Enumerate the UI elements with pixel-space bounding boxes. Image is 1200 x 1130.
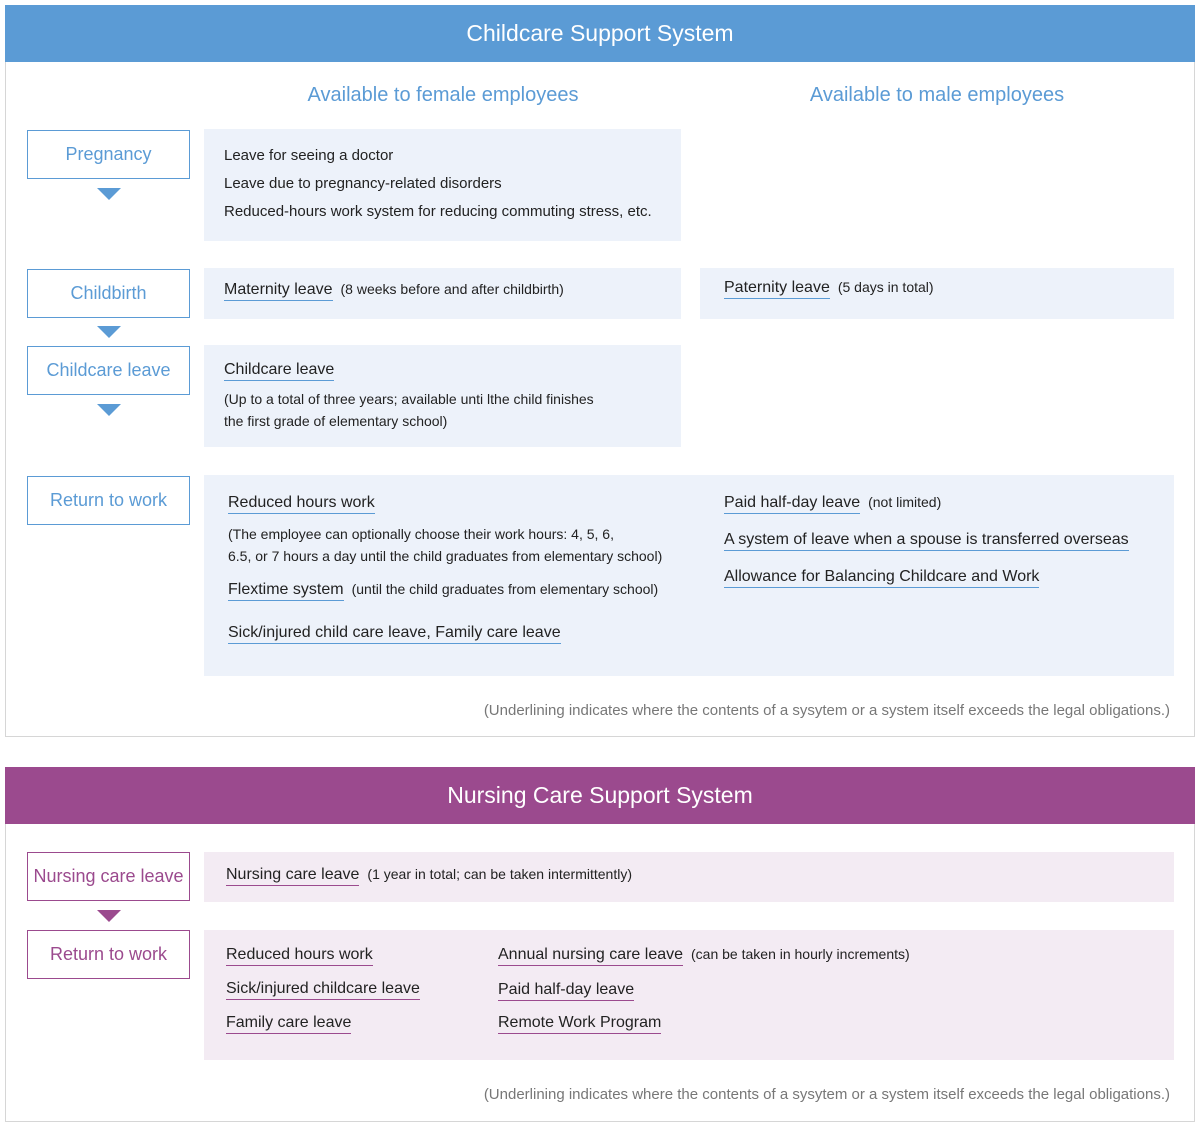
spouse-overseas-label: A system of leave when a spouse is transferred overseas <box>724 531 1129 551</box>
childcare-section-title: Childcare Support System <box>5 5 1195 62</box>
maternity-leave-label: Maternity leave <box>224 281 333 301</box>
nursing-return-item <box>226 1014 351 1032</box>
annual-nursing-leave-label: Annual nursing care leave <box>498 946 683 966</box>
return-to-work-box <box>204 475 1174 676</box>
maternity-box <box>204 268 681 319</box>
pregnancy-item: Leave for seeing a doctor <box>224 147 394 164</box>
nursing-leave-note: (1 year in total; can be taken intermittently) <box>367 866 632 882</box>
nursing-return-item <box>226 946 373 964</box>
reduced-hours-label: Reduced hours work <box>228 494 375 514</box>
sick-childcare-leave-label: Sick/injured childcare leave <box>226 980 420 1000</box>
childcare-leave-label: Childcare leave <box>224 361 334 381</box>
down-arrow-icon <box>97 188 121 200</box>
paid-half-day-label: Paid half-day leave <box>498 981 634 1001</box>
pregnancy-box <box>204 129 681 241</box>
annual-nursing-leave-item <box>498 946 910 964</box>
paid-half-day-note: (not limited) <box>868 494 942 510</box>
paternity-leave-label: Paternity leave <box>724 279 830 299</box>
childcare-leave-note: the first grade of elementary school) <box>224 413 448 429</box>
maternity-leave-note: (8 weeks before and after childbirth) <box>340 281 564 297</box>
sick-care-label: Sick/injured child care leave, Family care leave <box>228 624 561 644</box>
nursing-care-support-section <box>5 767 1195 1122</box>
stage-return-to-work: Return to work <box>27 930 190 979</box>
remote-work-item <box>498 1014 661 1032</box>
childcare-support-section <box>5 5 1195 737</box>
remote-work-label: Remote Work Program <box>498 1014 661 1034</box>
nursing-leave-label: Nursing care leave <box>226 866 359 886</box>
paid-half-day-item <box>498 981 634 999</box>
maternity-leave-item <box>224 281 564 299</box>
annual-nursing-leave-note: (can be taken in hourly increments) <box>691 946 910 962</box>
family-care-leave-label: Family care leave <box>226 1014 351 1034</box>
male-column-heading: Available to male employees <box>809 84 1065 106</box>
flextime-label: Flextime system <box>228 581 344 601</box>
nursing-leave-box <box>204 852 1174 902</box>
paid-half-day-item <box>724 494 941 512</box>
nursing-return-box <box>204 930 1174 1060</box>
allowance-label: Allowance for Balancing Childcare and Work <box>724 568 1039 588</box>
reduced-hours-note: (The employee can optionally choose their work hours: 4, 5, 6, <box>228 526 614 542</box>
down-arrow-icon <box>97 910 121 922</box>
allowance-item <box>724 568 1039 586</box>
reduced-hours-label: Reduced hours work <box>226 946 373 966</box>
down-arrow-icon <box>97 404 121 416</box>
pregnancy-item: Reduced-hours work system for reducing commuting stress, etc. <box>224 203 652 220</box>
childcare-footnote: (Underlining indicates where the contents of a sysytem or a system itself exceeds the legal obligations.) <box>483 702 1170 719</box>
paternity-box <box>700 268 1174 319</box>
nursing-return-item <box>226 980 420 998</box>
paternity-leave-note: (5 days in total) <box>837 279 934 295</box>
nursing-footnote: (Underlining indicates where the contents of a sysytem or a system itself exceeds the legal obligations.) <box>483 1086 1170 1103</box>
reduced-hours-note: 6.5, or 7 hours a day until the child graduates from elementary school) <box>228 548 663 564</box>
sick-care-item <box>228 624 561 642</box>
childcare-leave-item <box>224 361 334 379</box>
flextime-item <box>228 581 658 599</box>
spouse-overseas-item <box>724 531 1129 549</box>
childcare-leave-box <box>204 345 681 447</box>
stage-childbirth: Childbirth <box>27 269 190 318</box>
flextime-note: (until the child graduates from elementary school) <box>351 581 659 597</box>
paternity-leave-item <box>724 279 934 297</box>
paid-half-day-label: Paid half-day leave <box>724 494 860 514</box>
stage-return-to-work: Return to work <box>27 476 190 525</box>
reduced-hours-item <box>228 494 375 512</box>
stage-pregnancy: Pregnancy <box>27 130 190 179</box>
female-column-heading: Available to female employees <box>307 84 579 106</box>
pregnancy-item: Leave due to pregnancy-related disorders <box>224 175 502 192</box>
nursing-leave-item <box>226 866 632 884</box>
down-arrow-icon <box>97 326 121 338</box>
childcare-leave-note: (Up to a total of three years; available unti lthe child finishes <box>224 391 594 407</box>
stage-childcare-leave: Childcare leave <box>27 346 190 395</box>
stage-nursing-care-leave: Nursing care leave <box>27 852 190 901</box>
nursing-section-title: Nursing Care Support System <box>5 767 1195 824</box>
